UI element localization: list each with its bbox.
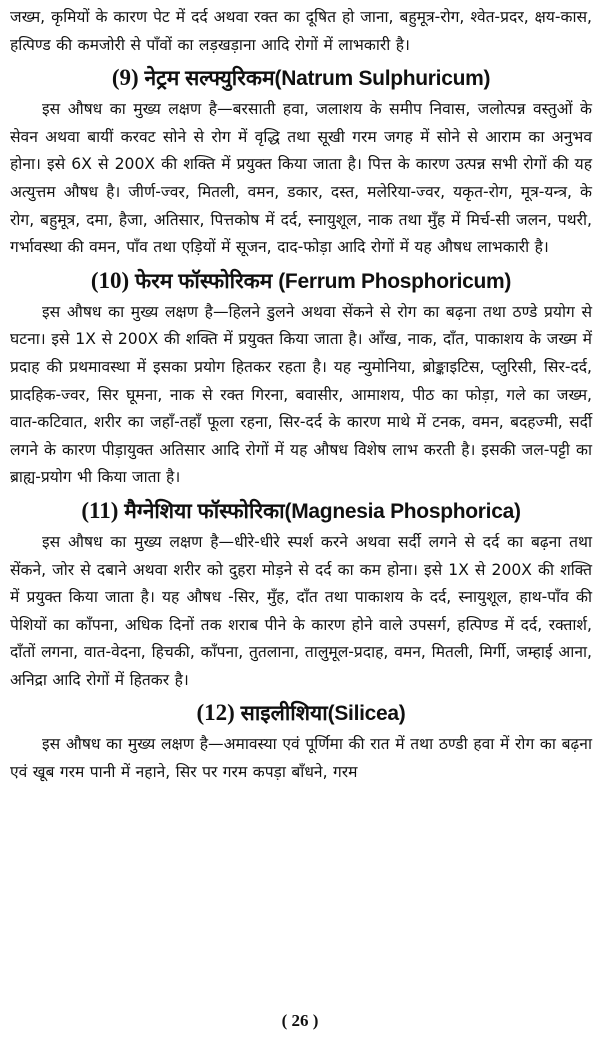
book-page [10, 4, 592, 1040]
section-title-hindi: मैग्नेशिया फॉस्फोरिका [124, 499, 285, 523]
section-title-latin: (Ferrum Phosphoricum) [278, 269, 512, 293]
section-title-hindi: फेरम फॉस्फोरिकम [135, 269, 273, 293]
page-number: ( 26 ) [281, 1011, 319, 1030]
section-title-latin: (Silicea) [327, 702, 406, 726]
section-title-hindi: साइलीशिया [240, 702, 328, 726]
section-body-magnesia-phosphorica: इस औषध का मुख्य लक्षण है—धीरे-धीरे स्पर्श करने अथवा सर्दी लगने से दर्द का बढ़ना तथा सेंकने, जोर से दबाने अथवा शरीर को दुहरा मोड़ने से दर्द का कम होना। इसे 1X से 200X की शक्ति में प्रयुक्त किया जाता है। यह औषध -सिर, मुँह, दाँत तथा पाकाशय के दर्द, स्नायुशूल, हाथ-पाँव की पेशियों का काँपना, अधिक दिनों तक शराब पीने के कारण होने वाले उपसर्ग, हत्पिण्ड में दर्द, रक्तार्श, दाँतों लगना, वात-वेदना, हिचकी, काँपना, तुतलाना, तालुमूल-प्रदाह, वमन, मितली, मिर्गी, जम्हाई आना, अनिद्रा आदि रोगों में हितकर है। [10, 532, 592, 689]
section-number: (11) [81, 497, 119, 523]
intro-paragraph: जख्म, कृमियों के कारण पेट में दर्द अथवा रक्त का दूषित हो जाना, बहुमूत्र-रोग, श्वेत-प्रदर, क्षय-कास, हत्पिण्ड की कमजोरी से पाँवों का लड़खड़ाना आदि रोगों में लाभकारी है। [10, 8, 592, 54]
section-heading-ferrum-phosphoricum [10, 262, 592, 299]
section-heading-magnesia-phosphorica [10, 492, 592, 529]
section-title-latin: (Natrum Sulphuricum) [274, 67, 491, 91]
section-heading-natrum-sulphuricum [10, 59, 592, 96]
section-title-hindi: नेट्रम सल्फ्युरिकम [144, 67, 275, 91]
section-number: (9) [111, 65, 139, 91]
section-number: (12) [196, 700, 235, 726]
section-body-silicea: इस औषध का मुख्य लक्षण है—अमावस्या एवं पूर्णिमा की रात में तथा ठण्डी हवा में रोग का बढ़ना एवं खूब गरम पानी में नहाने, सिर पर गरम कपड़ा बाँधने, गरम [10, 735, 592, 782]
section-body-natrum-sulphuricum: इस औषध का मुख्य लक्षण है—बरसाती हवा, जलाशय के समीप निवास, जलोत्पन्न वस्तुओं के सेवन अथवा बायीं करवट सोने से रोग में वृद्धि तथा सूखी गरम जगह में सोने से आराम का अनुभव होना। इसे 6X से 200X की शक्ति में प्रयुक्त किया जाता है। पित्त के कारण उत्पन्न सभी रोगों की यह अत्युत्तम औषध है। जीर्ण-ज्वर, मितली, वमन, डकार, दस्त, मलेरिया-ज्वर, यकृत-रोग, मूत्र-यन्त्र, के रोग, बहुमूत्र, दमा, हैजा, अतिसार, पित्तकोष में दर्द, स्नायुशूल, नाक तथा मुँह में मिर्च-सी जलन, पथरी, गर्भावस्था की वमन, पाँव तथा एड़ियों में सूजन, दाद-फोड़ा आदि रोगों में यह औषध लाभकारी है। [10, 100, 592, 257]
section-number: (10) [90, 267, 130, 293]
section-body-ferrum-phosphoricum: इस औषध का मुख्य लक्षण है—हिलने डुलने अथवा सेंकने से रोग का बढ़ना तथा ठण्डे प्रयोग से घटना। इसे 1X से 200X की शक्ति में प्रयुक्त किया जाता है। आँख, नाक, दाँत, पाकाशय के जख्म में प्रदाह की प्रथमावस्था में इसका प्रयोग हितकर रहता है। यह न्युमोनिया, ब्रोङ्काइटिस, प्लुरिसी, सिर-दर्द, प्रादहिक-ज्वर, सिर घूमना, नाक से रक्त गिरना, बवासीर, आमाशय, पीठ का फोड़ा, गले का जख्म, वात-कटिवात, शरीर का जहाँ-तहाँ फूला रहना, सिर-दर्द के कारण माथे में टनक, वमन, बदहज्मी, सर्दी लगने के कारण पीड़ायुक्त अतिसार आदि रोगों में यह औषध विशेष लाभ करती है। इसकी जल-पट्टी का ब्राह्य-प्रयोग भी किया जाता है। [10, 302, 592, 487]
section-heading-silicea [10, 694, 592, 731]
section-title-latin: (Magnesia Phosphorica) [284, 499, 521, 523]
